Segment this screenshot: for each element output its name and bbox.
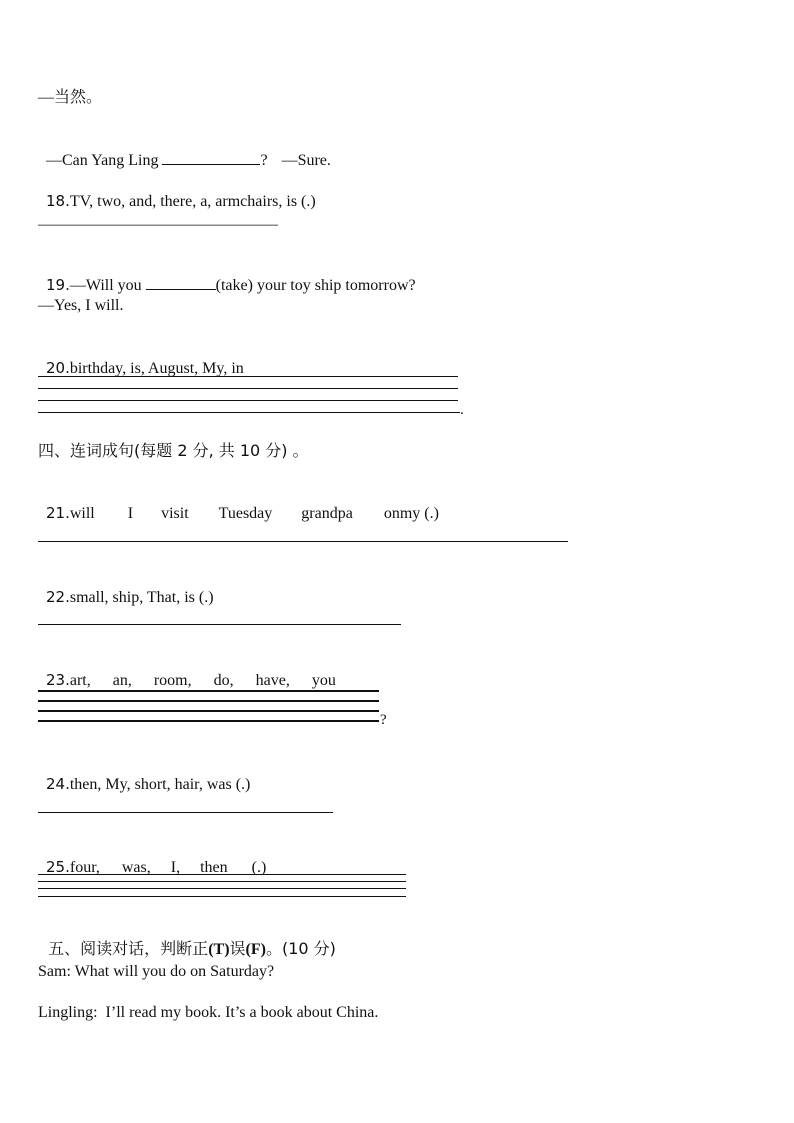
question-23-word: have, [255, 672, 290, 689]
question-21-word: Tuesday [218, 505, 273, 522]
question-21-word: grandpa [301, 505, 353, 522]
question-22-answer-rule[interactable] [38, 624, 401, 625]
question-21-word: onmy (.) [383, 505, 439, 522]
answer-line-of-course: —当然。 [38, 89, 103, 106]
question-23-mark: ? [380, 712, 387, 728]
question-25-word: (.) [251, 859, 267, 876]
question-23-word: room, [153, 672, 192, 689]
question-18-answer-line[interactable]: ——————————————— [38, 216, 278, 233]
question-24-number: 24. [46, 775, 70, 793]
question-22-number: 22. [46, 588, 70, 606]
question-17-blank[interactable] [162, 150, 260, 165]
section-5-true-mark: (T) [208, 941, 230, 958]
question-25-word: four, [69, 859, 100, 876]
question-23-answer-rule[interactable] [38, 700, 379, 702]
section-5-heading [38, 919, 336, 960]
question-20-words: birthday, is, August, My, in [69, 360, 244, 377]
question-23-number: 23. [46, 671, 70, 689]
question-20-answer-rule[interactable] [38, 376, 458, 377]
question-23-word: you [311, 672, 336, 689]
question-23-word: an, [112, 672, 132, 689]
question-25-answer-rule[interactable] [38, 881, 406, 882]
question-25-answer-rule[interactable] [38, 888, 406, 889]
dialogue-line-2: Lingling: I’ll read my book. It’s a book about China. [38, 1004, 379, 1021]
question-21-answer-rule[interactable] [38, 541, 568, 542]
section-4-heading: 四、连词成句(每题 2 分, 共 10 分) 。 [38, 441, 309, 460]
question-23-answer-rule[interactable] [38, 710, 379, 712]
question-25 [38, 837, 266, 878]
question-19-number: 19. [46, 276, 70, 294]
question-25-word: I, [170, 859, 181, 876]
question-17-mark: ? [260, 152, 268, 169]
question-19-reply: —Yes, I will. [38, 297, 124, 314]
question-18 [38, 171, 316, 212]
question-21-number: 21. [46, 504, 70, 522]
question-19-blank[interactable] [146, 275, 216, 290]
question-23 [38, 650, 336, 691]
question-18-number: 18. [46, 192, 70, 210]
question-23-word: do, [213, 672, 234, 689]
question-19 [38, 255, 416, 296]
question-21-word: I [127, 505, 134, 522]
question-20-answer-rule[interactable] [38, 412, 460, 413]
question-24-words: then, My, short, hair, was (.) [69, 776, 251, 793]
question-17-prompt: —Can Yang Ling [46, 152, 163, 169]
question-24 [38, 754, 250, 795]
question-23-answer-rule[interactable] [38, 720, 379, 722]
question-22 [38, 567, 214, 608]
question-20-answer-rule[interactable] [38, 400, 458, 401]
question-20-period: . [460, 402, 464, 418]
question-25-answer-rule[interactable] [38, 896, 406, 897]
question-25-word: was, [121, 859, 151, 876]
question-20-number: 20. [46, 359, 70, 377]
question-21-word: visit [161, 505, 189, 522]
section-5-title: 五、阅读对话，判断正 [48, 939, 209, 958]
dialogue-line-1: Sam: What will you do on Saturday? [38, 963, 275, 980]
question-25-number: 25. [46, 858, 70, 876]
question-25-answer-rule[interactable] [38, 874, 406, 875]
question-19-rest: (take) your toy ship tomorrow? [215, 277, 416, 294]
question-23-word: art, [69, 672, 91, 689]
question-17-line [38, 130, 331, 171]
question-18-words: TV, two, and, there, a, armchairs, is (.) [69, 193, 316, 210]
question-25-word: then [200, 859, 228, 876]
question-20 [38, 338, 244, 379]
question-22-words: small, ship, That, is (.) [69, 589, 214, 606]
question-17-reply: —Sure. [281, 152, 331, 169]
question-19-prompt: —Will you [69, 277, 146, 294]
section-5-false-mark: (F) [245, 941, 266, 958]
section-5-points: 。(10 分) [265, 939, 336, 958]
section-5-title-2: 误 [229, 939, 246, 958]
question-20-answer-rule[interactable] [38, 388, 458, 389]
question-23-answer-rule[interactable] [38, 690, 379, 692]
question-24-answer-rule[interactable] [38, 812, 333, 813]
question-21-word: will [69, 505, 95, 522]
question-21 [38, 483, 439, 524]
